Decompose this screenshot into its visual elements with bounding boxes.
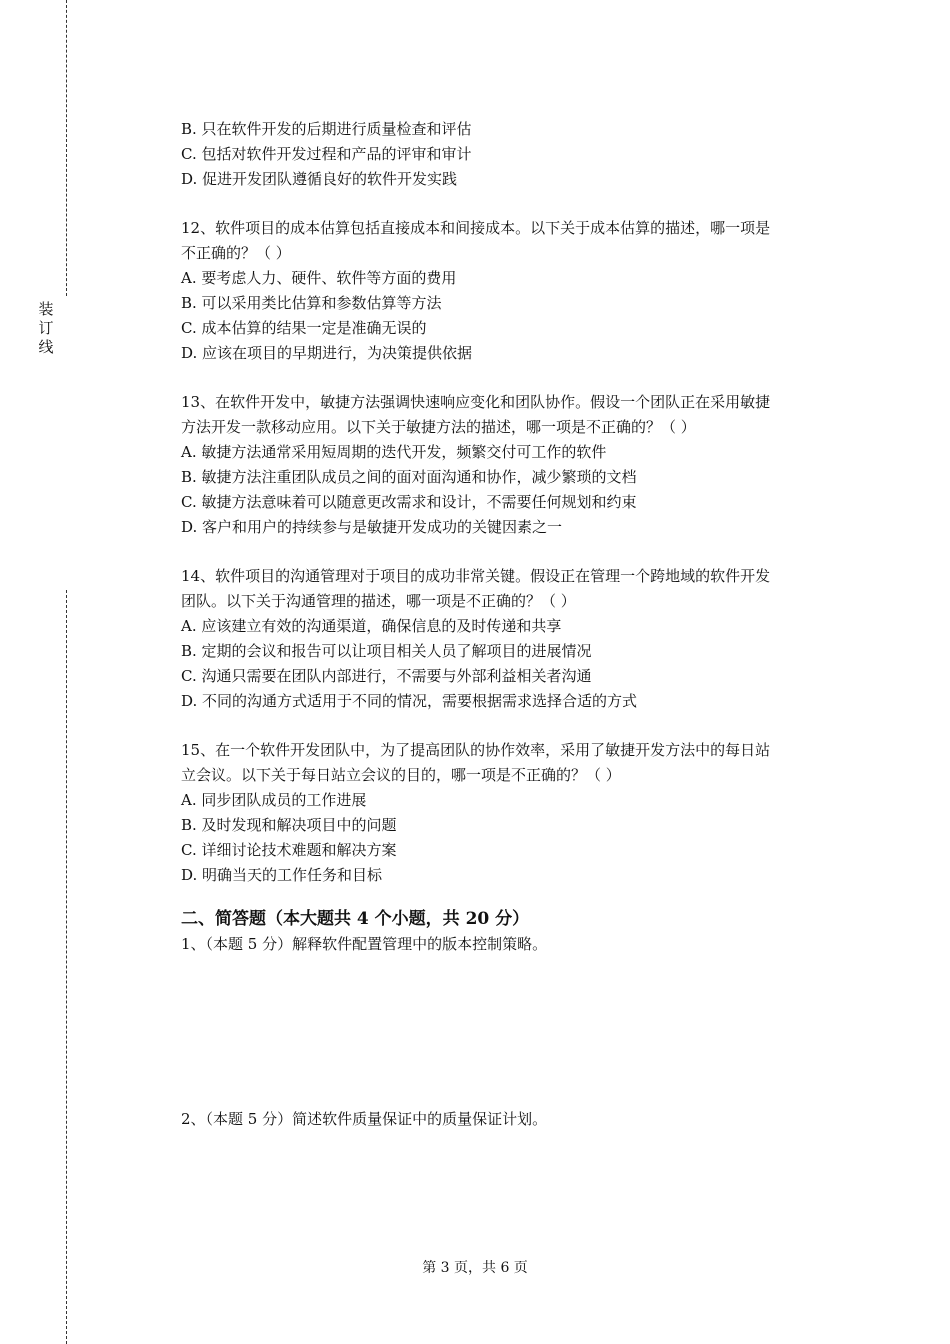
option: B. 定期的会议和报告可以让项目相关人员了解项目的进展情况: [181, 642, 592, 660]
question-stem-line: 13、在软件开发中，敏捷方法强调快速响应变化和团队协作。假设一个团队正在采用敏捷: [181, 393, 771, 411]
binding-line-top: [66, 0, 67, 296]
option: A. 同步团队成员的工作进展: [181, 791, 367, 809]
option: C. 详细讨论技术难题和解决方案: [181, 841, 397, 859]
option: D. 不同的沟通方式适用于不同的情况，需要根据需求选择合适的方式: [181, 692, 638, 710]
option: B. 可以采用类比估算和参数估算等方法: [181, 294, 442, 312]
option: A. 应该建立有效的沟通渠道，确保信息的及时传递和共享: [181, 617, 562, 635]
page-content: [181, 117, 841, 1132]
question-stem-line: 15、在一个软件开发团队中，为了提高团队的协作效率，采用了敏捷开发方法中的每日站: [181, 741, 771, 759]
option: A. 敏捷方法通常采用短周期的迭代开发，频繁交付可工作的软件: [181, 443, 607, 461]
binding-label: [36, 300, 56, 357]
option: B. 敏捷方法注重团队成员之间的面对面沟通和协作，减少繁琐的文档: [181, 468, 637, 486]
question-stem-line: 团队。以下关于沟通管理的描述，哪一项是不正确的？（ ）: [181, 592, 576, 610]
question-13: [181, 390, 841, 540]
page-footer: 第 3 页，共 6 页: [422, 1260, 528, 1276]
question-12: [181, 216, 841, 366]
option: D. 应该在项目的早期进行，为决策提供依据: [181, 344, 473, 362]
question-15: [181, 738, 841, 888]
short-answer-question: 2、（本题 5 分）简述软件质量保证中的质量保证计划。: [181, 1110, 548, 1128]
binding-line-bottom: [66, 590, 67, 1344]
binding-char: 装: [38, 300, 54, 318]
short-answer-question: 1、（本题 5 分）解释软件配置管理中的版本控制策略。: [181, 935, 548, 953]
option: B. 只在软件开发的后期进行质量检查和评估: [181, 120, 472, 138]
question-14: [181, 564, 841, 714]
option: C. 敏捷方法意味着可以随意更改需求和设计，不需要任何规划和约束: [181, 493, 637, 511]
option: B. 及时发现和解决项目中的问题: [181, 816, 397, 834]
option: D. 明确当天的工作任务和目标: [181, 866, 383, 884]
question-stem-line: 14、软件项目的沟通管理对于项目的成功非常关键。假设正在管理一个跨地域的软件开发: [181, 567, 771, 585]
option: A. 要考虑人力、硬件、软件等方面的费用: [181, 269, 457, 287]
question-stem-line: 12、软件项目的成本估算包括直接成本和间接成本。以下关于成本估算的描述，哪一项是: [181, 219, 771, 237]
option: C. 沟通只需要在团队内部进行，不需要与外部利益相关者沟通: [181, 667, 592, 685]
question-stem-line: 立会议。以下关于每日站立会议的目的，哪一项是不正确的？（ ）: [181, 766, 621, 784]
section-title: 二、简答题（本大题共 4 个小题，共 20 分）: [181, 909, 530, 929]
option: C. 成本估算的结果一定是准确无误的: [181, 319, 427, 337]
option: D. 客户和用户的持续参与是敏捷开发成功的关键因素之一: [181, 518, 563, 536]
option: D. 促进开发团队遵循良好的软件开发实践: [181, 170, 458, 188]
binding-char: 线: [38, 338, 54, 356]
option: C. 包括对软件开发过程和产品的评审和审计: [181, 145, 472, 163]
question-stem-line: 不正确的？（ ）: [181, 244, 291, 262]
question-stem-line: 方法开发一款移动应用。以下关于敏捷方法的描述，哪一项是不正确的？（ ）: [181, 418, 696, 436]
question-11-tail: [181, 117, 841, 192]
binding-char: 订: [38, 319, 54, 337]
